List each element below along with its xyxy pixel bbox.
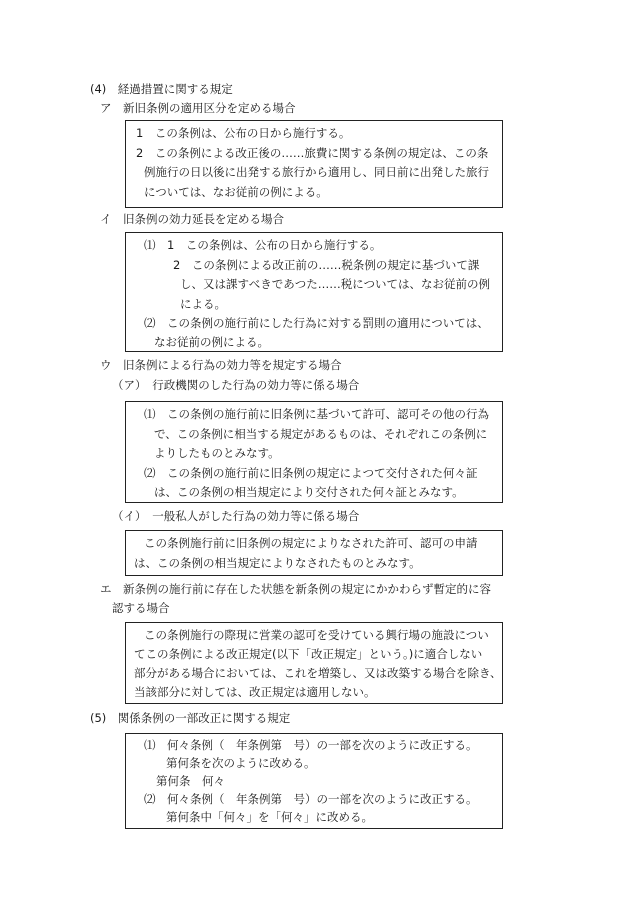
section-5-heading: (5) 関係条例の一部改正に関する規定 — [90, 711, 291, 725]
box-a-line: 2 この条例による改正後の……旅費に関する条例の規定は、この条 — [136, 146, 489, 160]
box-a-line: 1 この条例は、公布の日から施行する。 — [136, 126, 351, 140]
box-e-line: 当該部分に対しては、改正規定は適用しない。 — [134, 685, 376, 699]
box-a-line: 例施行の日以後に出発する旅行から適用し、同日前に出発した旅行 — [144, 165, 489, 179]
subsection-e-heading: エ 新条例の施行前に存在した状態を新条例の規定にかかわらず暫定的に容 — [100, 582, 491, 596]
subsection-u2-heading: （イ） 一般私人がした行為の効力等に係る場合 — [112, 509, 360, 523]
subsection-i-heading: イ 旧条例の効力延長を定める場合 — [100, 212, 284, 226]
example-box-u2 — [125, 530, 503, 576]
box-a-line: については、なお従前の例による。 — [144, 185, 328, 199]
box-5-line: 第何条を次のように改める。 — [166, 756, 316, 770]
box-u1-line: ⑴ この条例の施行前に旧条例に基づいて許可、認可その他の行為 — [144, 407, 489, 421]
example-box-i — [125, 232, 503, 352]
box-5-line: ⑵ 何々条例（ 年条例第 号）の一部を次のように改正する。 — [144, 792, 478, 806]
subsection-e-heading-cont: 認する場合 — [112, 601, 170, 615]
box-i-line: なお従前の例による。 — [154, 335, 269, 349]
box-i-line: 2 この条例による改正前の……税条例の規定に基づいて課 — [173, 258, 480, 272]
box-u2-line: は、この条例の相当規定によりなされたものとみなす。 — [134, 556, 421, 570]
box-i-line: による。 — [180, 297, 226, 311]
box-u1-line: で、この条例に相当する規定があるものは、それぞれこの条例に — [154, 427, 488, 441]
box-u2-line: この条例施行前に旧条例の規定によりなされた許可、認可の申請 — [144, 536, 478, 550]
subsection-u-heading: ウ 旧条例による行為の効力等を規定する場合 — [100, 358, 342, 372]
example-box-a — [125, 120, 503, 208]
box-u1-line: ⑵ この条例の施行前に旧条例の規定によつて交付された何々証 — [144, 466, 478, 480]
box-5-line: ⑴ 何々条例（ 年条例第 号）の一部を次のように改正する。 — [144, 738, 478, 752]
box-u1-line: は、この条例の相当規定により交付された何々証とみなす。 — [154, 485, 464, 499]
section-4-heading: (4) 経過措置に関する規定 — [90, 82, 233, 96]
subsection-u1-heading: （ア） 行政機関のした行為の効力等に係る場合 — [112, 378, 360, 392]
box-i-line: ⑴ 1 この条例は、公布の日から施行する。 — [144, 238, 382, 252]
example-box-5 — [125, 733, 503, 829]
box-u1-line: よりしたものとみなす。 — [154, 446, 280, 460]
box-e-line: この条例施行の際現に営業の認可を受けている興行場の施設につい — [144, 628, 489, 642]
subsection-a-heading: ア 新旧条例の適用区分を定める場合 — [100, 101, 296, 115]
box-i-line: し、又は課すべきであつた……税については、なお従前の例 — [180, 277, 491, 291]
box-e-line: 部分がある場合においては、これを増築し、又は改築する場合を除き、 — [134, 666, 502, 680]
box-e-line: てこの条例による改正規定(以下「改正規定」という。)に適合しない — [134, 647, 483, 661]
box-i-line: ⑵ この条例の施行前にした行為に対する罰則の適用については、 — [144, 316, 489, 330]
box-5-line: 第何条中「何々」を「何々」に改める。 — [166, 810, 373, 824]
example-box-u1 — [125, 401, 503, 503]
example-box-e — [125, 622, 503, 704]
box-5-line: 第何条 何々 — [156, 774, 225, 788]
